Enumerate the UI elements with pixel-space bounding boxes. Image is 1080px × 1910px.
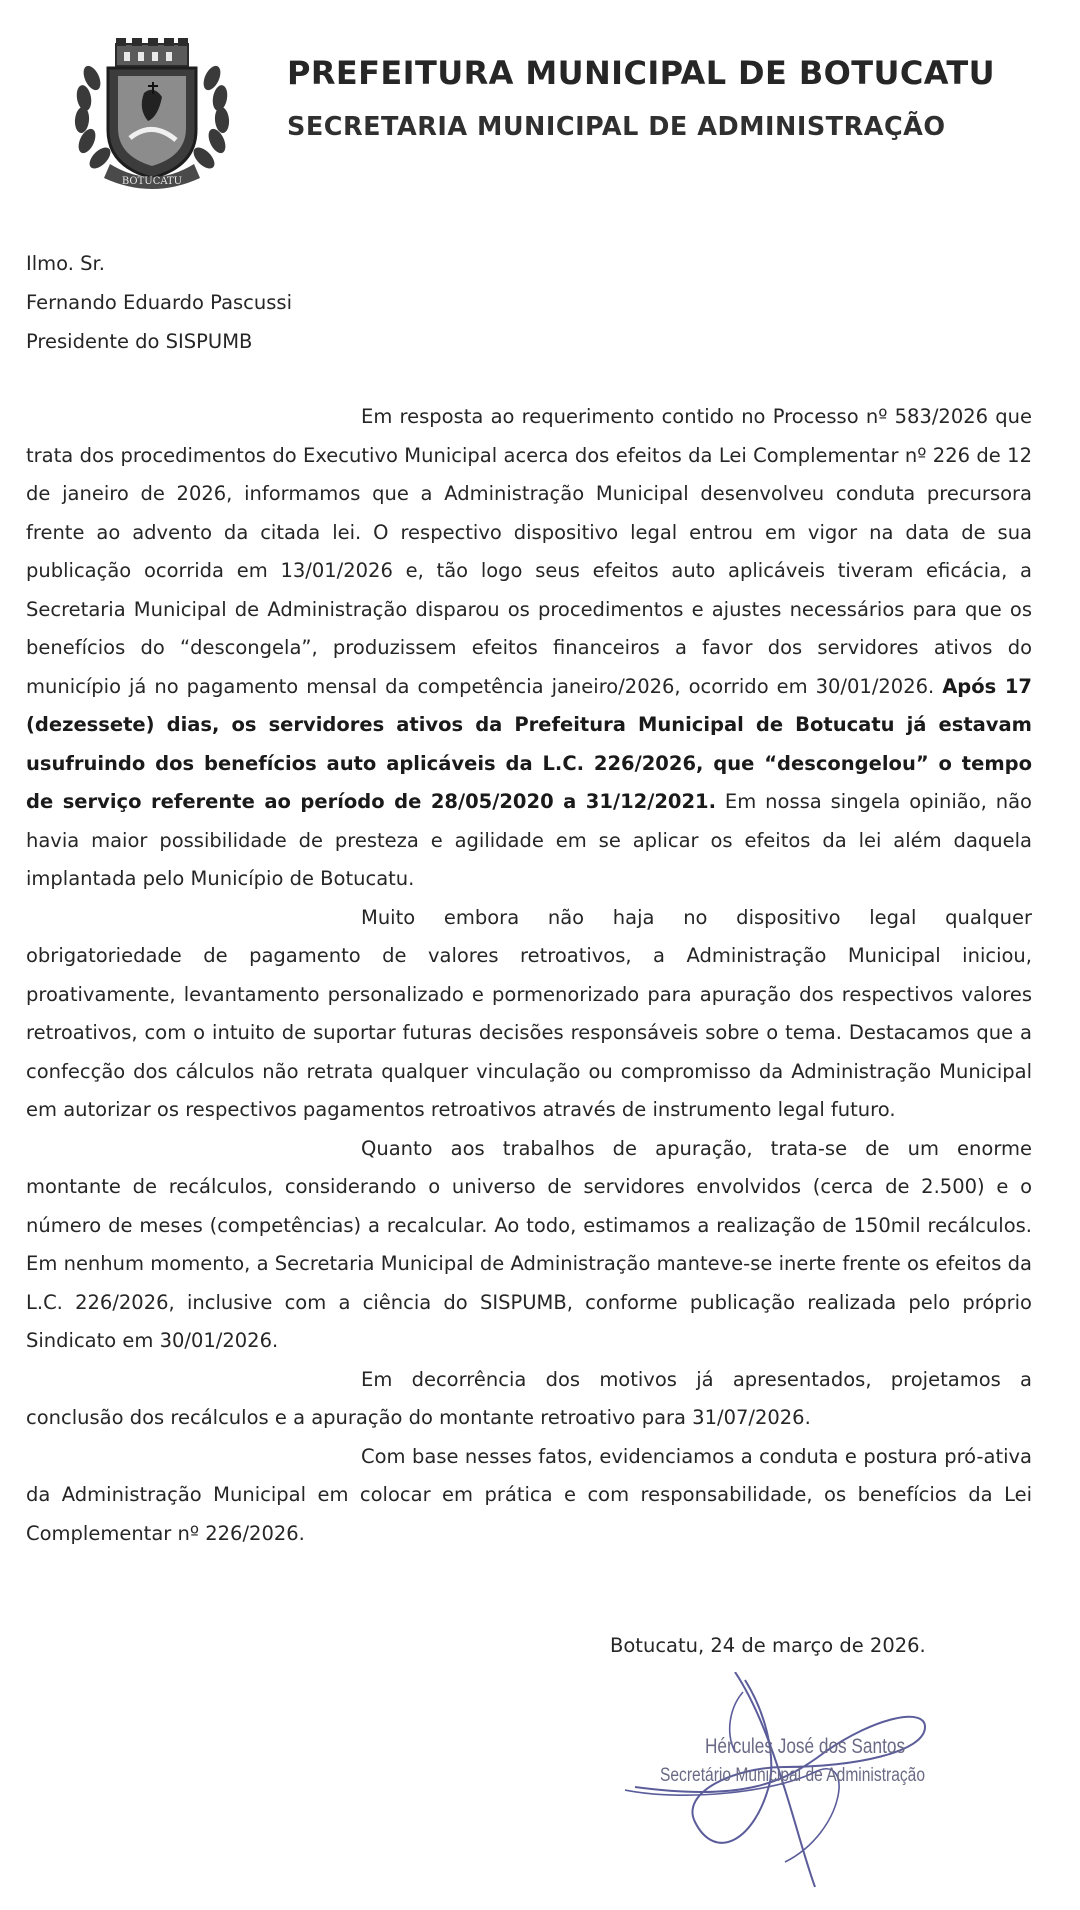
addressee-role: Presidente do SISPUMB [26, 330, 253, 353]
signatory-name: Hércules José dos Santos [705, 1735, 906, 1758]
signatory-role: Secretário Municipal de Administração [660, 1765, 926, 1786]
coat-of-arms-logo [72, 38, 232, 193]
addressee-salutation: Ilmo. Sr. [26, 252, 105, 275]
place-date: Botucatu, 24 de março de 2026. [610, 1634, 926, 1657]
paragraph-5: Com base nesses fatos, evidenciamos a conduta e postura pró-ativa da Administração Municipal em colocar em prática e com responsabilidade, os benefícios da Lei Complementar nº 226/2026. [26, 1444, 1032, 1545]
addressee-block [26, 244, 292, 361]
letterhead-title: PREFEITURA MUNICIPAL DE BOTUCATU [287, 54, 996, 92]
letter-body [26, 398, 1032, 1553]
paragraph-2: Muito embora não haja no dispositivo legal qualquer obrigatoriedade de pagamento de valores retroativos, a Administração Municipal iniciou, proativamente, levantamento personalizado e pormenorizado para apuração dos respectivos valores retroativos, com o intuito de suportar futuras decisões responsáveis sobre o tema. Destacamos que a confecção dos cálculos não retrata qualquer vinculação ou compromisso da Administração Municipal em autorizar os respectivos pagamentos retroativos através de instrumento legal futuro. [26, 905, 1032, 1121]
signature-block [625, 1672, 945, 1892]
paragraph-1-text: Em resposta ao requerimento contido no Processo nº 583/2026 que trata dos procedimentos do Executivo Municipal acerca dos efeitos da Lei Complementar nº 226 de 12 de janeiro de 2026, informamos que a Administração Municipal desenvolveu conduta precursora frente ao advento da citada lei. O respectivo dispositivo legal entrou em vigor na data de sua publicação ocorrida em 13/01/2026 e, tão logo seus efeitos auto aplicáveis tiveram eficácia, a Secretaria Municipal de Administração disparou os procedimentos e ajustes necessários para que os benefícios do “descongela”, produzissem efeitos financeiros a favor dos servidores ativos do município já no pagamento mensal da competência janeiro/2026, ocorrido em 30/01/2026. [26, 405, 1032, 698]
paragraph-1-text-end: Em nossa singela opinião, não havia maior possibilidade de presteza e agilidade em se aplicar os efeitos da lei além daquela implantada pelo Município de Botucatu. [26, 790, 1032, 890]
seal-text: BOTUCATU [121, 176, 183, 187]
addressee-name: Fernando Eduardo Pascussi [26, 291, 292, 314]
paragraph-4: Em decorrência dos motivos já apresentados, projetamos a conclusão dos recálculos e a apuração do montante retroativo para 31/07/2026. [26, 1367, 1032, 1429]
paragraph-3: Quanto aos trabalhos de apuração, trata-se de um enorme montante de recálculos, considerando o universo de servidores envolvidos (cerca de 2.500) e o número de meses (competências) a recalcular. Ao todo, estimamos a realização de 150mil recálculos. Em nenhum momento, a Secretaria Municipal de Administração manteve-se inerte frente os efeitos da L.C. 226/2026, inclusive com a ciência do SISPUMB, conforme publicação realizada pelo próprio Sindicato em 30/01/2026. [26, 1136, 1032, 1352]
paragraph-1-bold-text: Após 17 (dezessete) dias, os servidores ativos da Prefeitura Municipal de Botucatu já estavam usufruindo dos benefícios auto aplicáveis da L.C. 226/2026, que “descongelou” o tempo de serviço referente ao período de 28/05/2020 a 31/12/2021. [26, 674, 1033, 813]
paragraph-1 [26, 398, 1032, 899]
letterhead-subtitle: SECRETARIA MUNICIPAL DE ADMINISTRAÇÃO [287, 112, 946, 142]
